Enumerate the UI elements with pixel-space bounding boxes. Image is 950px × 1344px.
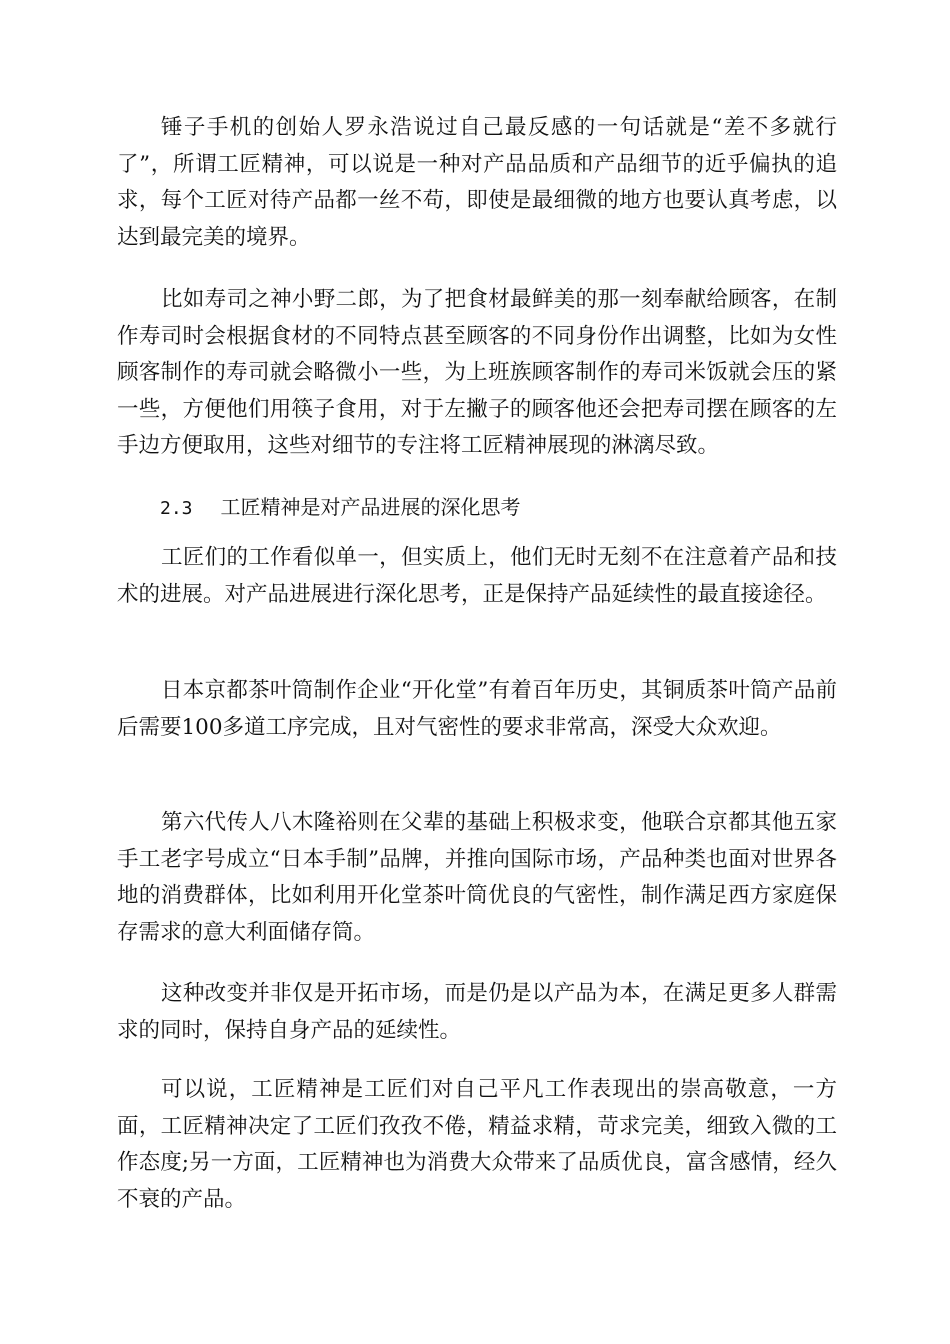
- paragraph-7: 可以说，工匠精神是工匠们对自己平凡工作表现出的崇高敬意，一方面，工匠精神决定了工匠们孜孜不倦，精益求精，苛求完美，细致入微的工作态度;另一方面，工匠精神也为消费大众带来了品质优良，富含感情，经久不衰的产品。: [117, 1077, 837, 1212]
- paragraph-4: 日本京都茶叶筒制作企业“开化堂”有着百年历史，其铜质茶叶筒产品前后需要100多道工序完成，且对气密性的要求非常高，深受大众欢迎。: [117, 678, 837, 740]
- section-title: 工匠精神是对产品进展的深化思考: [220, 495, 521, 519]
- paragraph-2: 比如寿司之神小野二郎，为了把食材最鲜美的那一刻奉献给顾客，在制作寿司时会根据食材的不同特点甚至顾客的不同身份作出调整，比如为女性顾客制作的寿司就会略微小一些，为上班族顾客制作的寿司米饭就会压的紧一些，方便他们用筷子食用，对于左撇子的顾客他还会把寿司摆在顾客的左手边方便取用，这些对细节的专注将工匠精神展现的淋漓尽致。: [117, 287, 837, 458]
- section-number: 2.3: [160, 498, 193, 519]
- paragraph-6: 这种改变并非仅是开拓市场，而是仍是以产品为本，在满足更多人群需求的同时，保持自身产品的延续性。: [117, 981, 837, 1043]
- paragraph-3: 工匠们的工作看似单一，但实质上，他们无时无刻不在注意着产品和技术的进展。对产品进展进行深化思考，正是保持产品延续性的最直接途径。: [117, 545, 837, 607]
- paragraph-1: 锤子手机的创始人罗永浩说过自己最反感的一句话就是“差不多就行了”，所谓工匠精神，可以说是一种对产品品质和产品细节的近乎偏执的追求，每个工匠对待产品都一丝不苟，即使是最细微的地方也要认真考虑，以达到最完美的境界。: [117, 115, 837, 250]
- paragraph-5: 第六代传人八木隆裕则在父辈的基础上积极求变，他联合京都其他五家手工老字号成立“日本手制”品牌，并推向国际市场，产品种类也面对世界各地的消费群体，比如利用开化堂茶叶筒优良的气密性，制作满足西方家庭保存需求的意大利面储存筒。: [117, 810, 837, 945]
- section-heading: [160, 492, 521, 524]
